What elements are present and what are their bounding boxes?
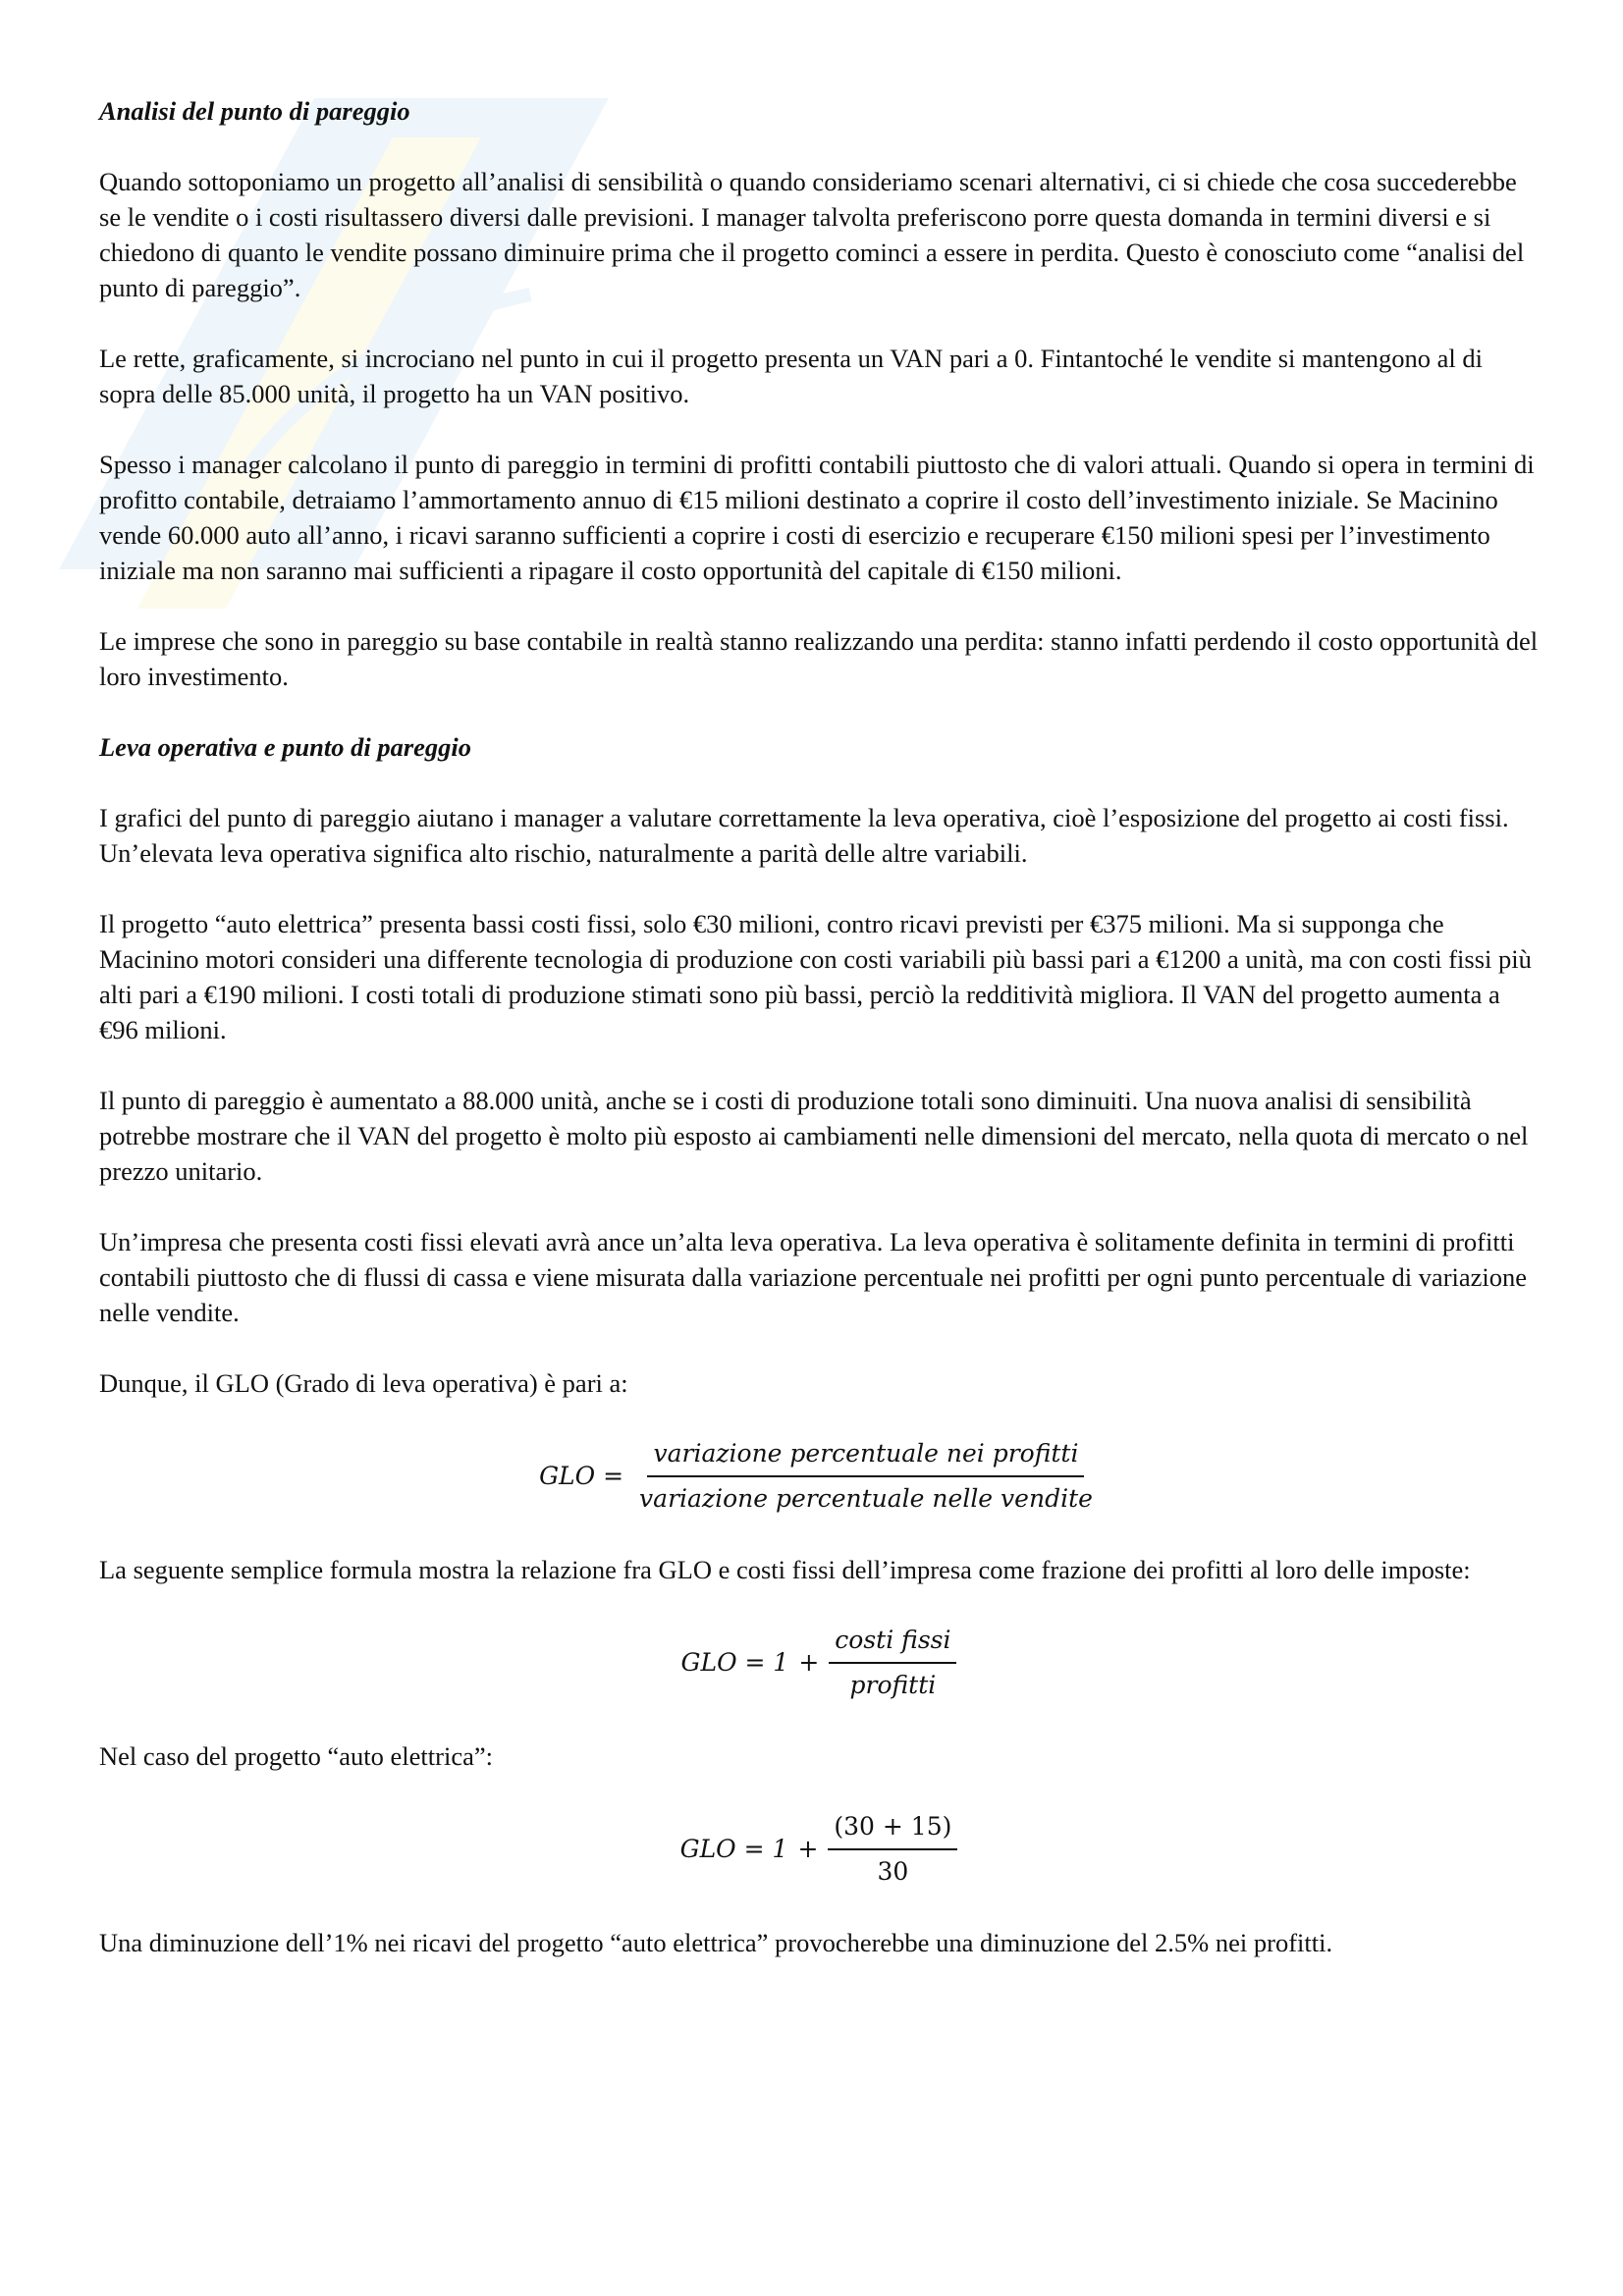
paragraph: I grafici del punto di pareggio aiutano i manager a valutare correttamente la leva operativa, cioè l’esposizione del progetto ai costi fissi. Un’elevata leva operativa significa alto rischio, naturalmente a parità delle altre variabili. <box>99 803 1509 868</box>
formula-glo-electric-car <box>99 1809 1539 1890</box>
formula-plus: + <box>798 1648 820 1677</box>
paragraph: La seguente semplice formula mostra la relazione fra GLO e costi fissi dell’impresa come frazione dei profitti al loro delle imposte: <box>99 1555 1471 1584</box>
formula-plus: + <box>797 1835 819 1863</box>
paragraph: Il progetto “auto elettrica” presenta bassi costi fissi, solo €30 milioni, contro ricavi previsti per €375 milioni. Ma si supponga che Macinino motori consideri una differente tecnologia di produzione con costi variabili più bassi pari a €1200 a unità, ma con costi fissi più alti pari a €190 milioni. I costi totali di produzione stimati sono più bassi, perciò la redditività migliora. Il VAN del progetto aumenta a €96 milioni. <box>99 909 1532 1044</box>
paragraph: Un’impresa che presenta costi fissi elevati avrà ance un’alta leva operativa. La leva operativa è solitamente definita in termini di profitti contabili piuttosto che di flussi di cassa e viene misurata dalla variazione percentuale nei profitti per ogni punto percentuale di variazione nelle vendite. <box>99 1227 1528 1327</box>
paragraph: Nel caso del progetto “auto elettrica”: <box>99 1741 493 1771</box>
formula-denominator: variazione percentuale nelle vendite <box>639 1484 1093 1513</box>
formula-fraction <box>633 1436 1099 1517</box>
formula-lhs: GLO = 1 <box>680 1648 789 1677</box>
formula-lhs: GLO = <box>539 1462 624 1490</box>
paragraph: Le rette, graficamente, si incrociano nel punto in cui il progetto presenta un VAN pari a 0. Fintantoché le vendite si mantengono al di sopra delle 85.000 unità, il progetto ha un VAN positivo. <box>99 344 1484 408</box>
paragraph: Quando sottoponiamo un progetto all’analisi di sensibilità o quando consideriamo scenari alternativi, ci si chiede che cosa succederebbe se le vendite o i costi risultassero diversi dalle previsioni. I manager talvolta preferiscono porre questa domanda in termini diversi e si chiedono di quanto le vendite possano diminuire prima che il progetto cominci a essere in perdita. Questo è conosciuto come “analisi del punto di pareggio”. <box>99 167 1525 302</box>
formula-numerator: costi fissi <box>829 1623 956 1664</box>
paragraph: Dunque, il GLO (Grado di leva operativa) è pari a: <box>99 1368 628 1398</box>
document-page <box>99 93 1539 1996</box>
paragraph: Le imprese che sono in pareggio su base contabile in realtà stanno realizzando una perdita: stanno infatti perdendo il costo opportunità del loro investimento. <box>99 626 1539 691</box>
section-heading-operating-leverage: Leva operativa e punto di pareggio <box>99 732 472 762</box>
section-heading-break-even: Analisi del punto di pareggio <box>99 96 410 126</box>
formula-lhs: GLO = 1 <box>679 1835 788 1863</box>
paragraph: Spesso i manager calcolano il punto di pareggio in termini di profitti contabili piuttosto che di valori attuali. Quando si opera in termini di profitto contabile, detraiamo l’ammortamento annuo di €15 milioni destinato a coprire il costo dell’investimento iniziale. Se Macinino vende 60.000 auto all’anno, i ricavi saranno sufficienti a coprire i costi di esercizio e recuperare €150 milioni spesi per l’investimento iniziale ma non saranno mai sufficienti a ripagare il costo opportunità del capitale di €150 milioni. <box>99 450 1535 585</box>
formula-glo-definition <box>99 1436 1539 1517</box>
formula-numerator: variazione percentuale nei profitti <box>647 1436 1084 1477</box>
paragraph: Il punto di pareggio è aumentato a 88.000 unità, anche se i costi di produzione totali sono diminuiti. Una nuova analisi di sensibilità potrebbe mostrare che il VAN del progetto è molto più esposto ai cambiamenti nelle dimensioni del mercato, nella quota di mercato o nel prezzo unitario. <box>99 1086 1529 1186</box>
formula-glo-fixed-costs <box>99 1623 1539 1703</box>
formula-denominator: 30 <box>877 1857 909 1886</box>
formula-fraction <box>829 1623 956 1703</box>
formula-numerator: (30 + 15) <box>828 1809 957 1850</box>
formula-denominator: profitti <box>849 1671 937 1699</box>
paragraph-closing: Una diminuzione dell’1% nei ricavi del progetto “auto elettrica” provocherebbe una diminuzione del 2.5% nei profitti. <box>99 1928 1333 1957</box>
formula-fraction <box>828 1809 957 1890</box>
